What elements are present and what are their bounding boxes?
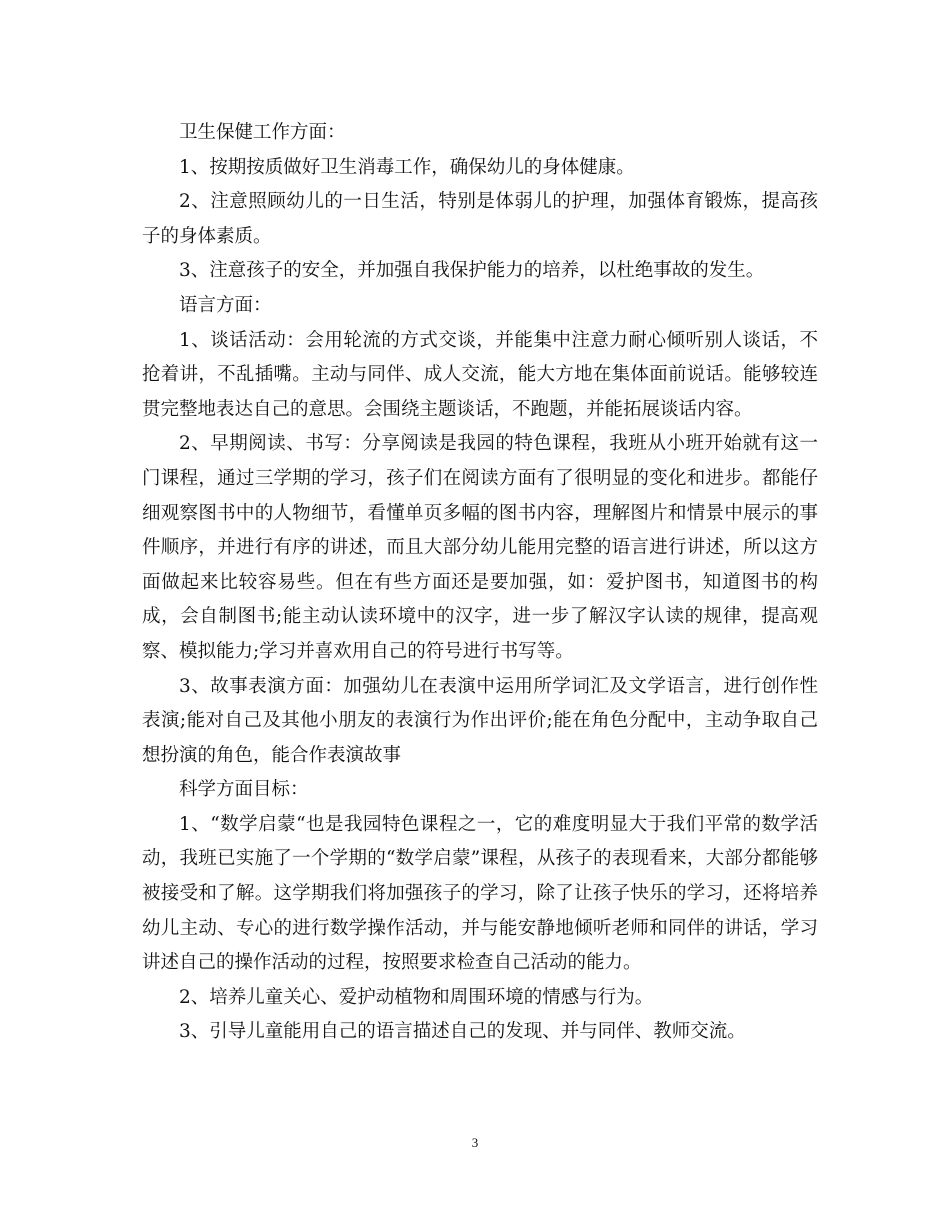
page-number: 3: [471, 1135, 479, 1150]
paragraph-science-1: 1、“数学启蒙“也是我园特色课程之一，它的难度明显大于我们平常的数学活动，我班已实施了一个学期的“数学启蒙”课程，从孩子的表现看来，大部分都能够被接受和了解。这学期我们将加强孩子的学习，除了让孩子快乐的学习，还将培养幼儿主动、专心的进行数学操作活动，并与能安静地倾听老师和同伴的讲话，学习讲述自己的操作活动的过程，按照要求检查自己活动的能力。: [142, 813, 818, 974]
paragraph-language-2: 2、早期阅读、书写：分享阅读是我园的特色课程，我班从小班开始就有这一门课程，通过三学期的学习，孩子们在阅读方面有了很明显的变化和进步。都能仔细观察图书中的人物细节，看懂单页多幅的图书内容，理解图片和情景中展示的事件顺序，并进行有序的讲述，而且大部分幼儿能用完整的语言进行讲述，所以这方面做起来比较容易些。但在有些方面还是要加强，如：爱护图书，知道图书的构成，会自制图书;能主动认读环境中的汉字，进一步了解汉字认读的规律，提高观察、模拟能力;学习并喜欢用自己的符号进行书写等。: [142, 433, 818, 662]
paragraph-science-2: 2、培养儿童关心、爱护动植物和周围环境的情感与行为。: [179, 986, 654, 1008]
paragraph-hygiene-3: 3、注意孩子的安全，并加强自我保护能力的培养，以杜绝事故的发生。: [179, 260, 765, 282]
section-heading-hygiene: 卫生保健工作方面：: [179, 122, 346, 143]
section-heading-science: 科学方面目标：: [179, 779, 309, 801]
paragraph-science-3: 3、引导儿童能用自己的语言描述自己的发现、并与同伴、教师交流。: [179, 1021, 746, 1043]
paragraph-hygiene-1: 1、按期按质做好卫生消毒工作，确保幼儿的身体健康。: [179, 156, 635, 178]
paragraph-language-1: 1、谈话活动：会用轮流的方式交谈，并能集中注意力耐心倾听别人谈话，不抢着讲，不乱插嘴。主动与同伴、成人交流，能大方地在集体面前说话。能够较连贯完整地表达自己的意思。会围绕主题谈话，不跑题，并能拓展谈话内容。: [142, 329, 818, 420]
document-body: [142, 116, 818, 1050]
section-heading-language: 语言方面：: [179, 294, 272, 316]
paragraph-language-3: 3、故事表演方面：加强幼儿在表演中运用所学词汇及文学语言，进行创作性表演;能对自己及其他小朋友的表演行为作出评价;能在角色分配中，主动争取自己想扮演的角色，能合作表演故事: [142, 675, 818, 766]
paragraph-hygiene-2: 2、注意照顾幼儿的一日生活，特别是体弱儿的护理，加强体育锻炼，提高孩子的身体素质。: [142, 191, 818, 247]
